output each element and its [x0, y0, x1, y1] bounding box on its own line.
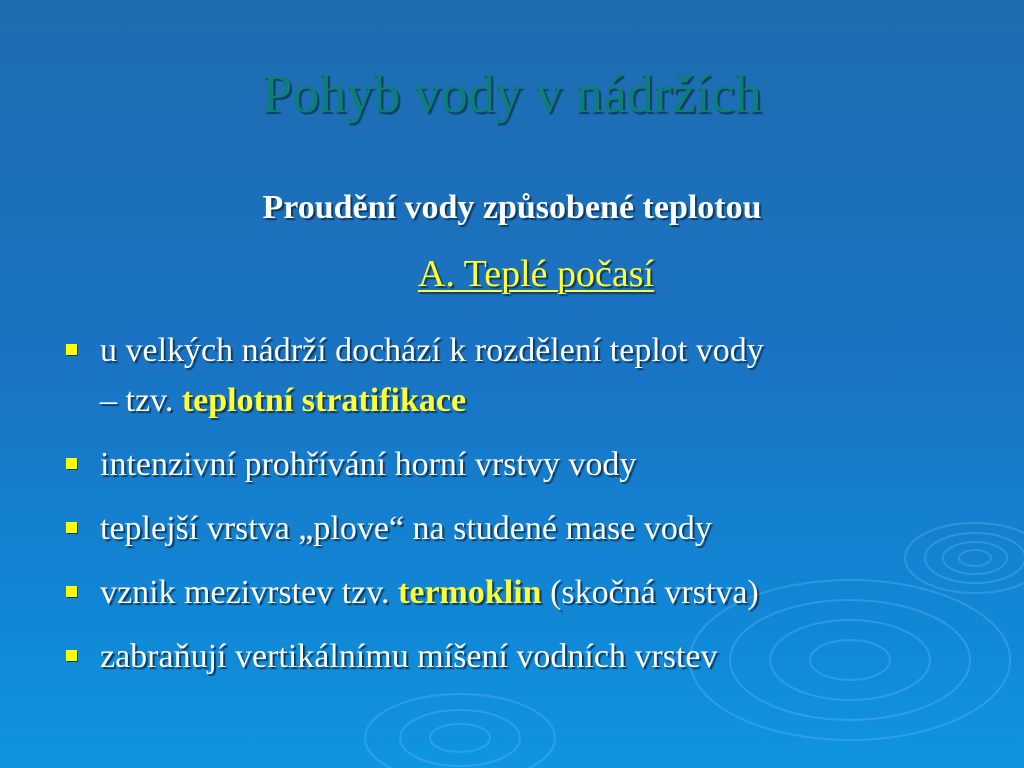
bullet-item [62, 632, 992, 682]
bullet-text-prefix: vznik mezivrstev tzv. [100, 574, 399, 611]
highlight-term: termoklin [398, 574, 542, 611]
square-bullet-icon [66, 458, 77, 469]
bullet-list [62, 326, 992, 696]
bullet-text-continuation: – tzv. [100, 382, 182, 419]
square-bullet-icon [66, 650, 77, 661]
bullet-item [62, 504, 992, 554]
bullet-item [62, 440, 992, 490]
square-bullet-icon [66, 522, 77, 533]
square-bullet-icon [66, 344, 77, 355]
bullet-item [62, 326, 992, 426]
bullet-text: intenzivní prohřívání horní vrstvy vody [100, 446, 637, 483]
bullet-text: teplejší vrstva „plove“ na studené mase vody [100, 510, 712, 547]
square-bullet-icon [66, 586, 77, 597]
bullet-text-suffix: (skočná vrstva) [541, 574, 759, 611]
bullet-text: zabraňují vertikálnímu míšení vodních vrstev [100, 638, 718, 675]
slide-title: Pohyb vody v nádržích [262, 64, 762, 124]
section-heading [0, 250, 1024, 298]
bullet-text: u velkých nádrží dochází k rozdělení teplot vody [100, 332, 764, 369]
slide-subtitle: Proudění vody způsobené teplotou [262, 189, 762, 226]
section-heading-text: A. Teplé počasí [417, 253, 655, 295]
bullet-item [62, 568, 992, 618]
highlight-term: teplotní stratifikace [181, 382, 467, 419]
